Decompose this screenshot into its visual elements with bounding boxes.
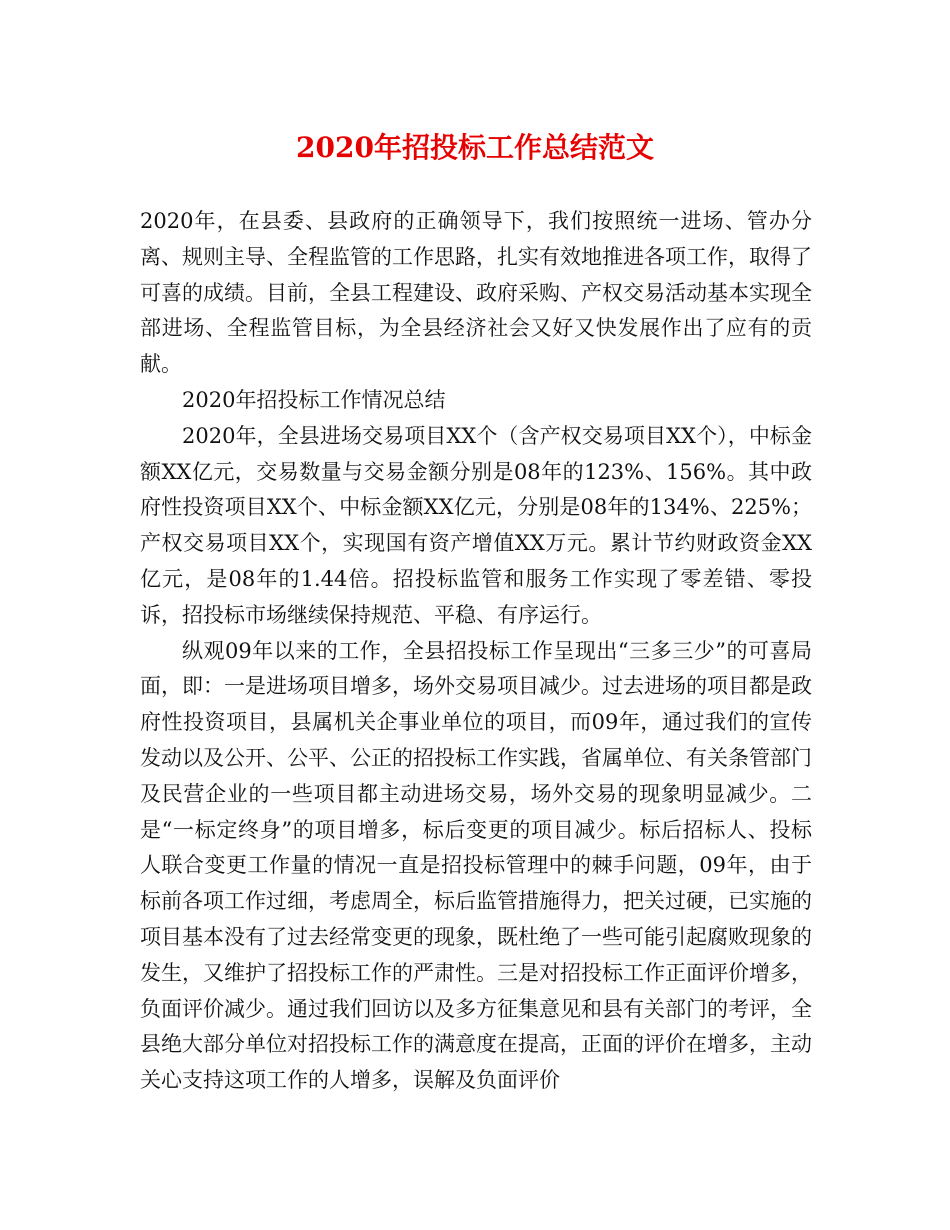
document-title: 2020年招投标工作总结范文: [296, 131, 654, 164]
intro-paragraph: 2020年，在县委、县政府的正确领导下，我们按照统一进场、管办分离、规则主导、全程监管的工作思路，扎实有效地推进各项工作，取得了可喜的成绩。目前，全县工程建设、政府采购、产权交易活动基本实现全部进场、全程监管目标，为全县经济社会又好又快发展作出了应有的贡献。: [140, 209, 812, 377]
section-heading: 2020年招投标工作情况总结: [182, 387, 446, 412]
document-body: [140, 204, 812, 1099]
summary-paragraph: 2020年，全县进场交易项目XX个（含产权交易项目XX个），中标金额XX亿元，交易数量与交易金额分别是08年的123%、156%。其中政府性投资项目XX个、中标金额XX亿元，分别是08年的134%、225%；产权交易项目XX个，实现国有资产增值XX万元。累计节约财政资金XX亿元，是08年的1.44倍。招投标监管和服务工作实现了零差错、零投诉，招投标市场继续保持规范、平稳、有序运行。: [140, 423, 812, 627]
overview-paragraph: 纵观09年以来的工作，全县招投标工作呈现出“三多三少”的可喜局面，即：一是进场项目增多，场外交易项目减少。过去进场的项目都是政府性投资项目，县属机关企事业单位的项目，而09年，通过我们的宣传发动以及公开、公平、公正的招投标工作实践，省属单位、有关条管部门及民营企业的一些项目都主动进场交易，场外交易的现象明显减少。二是“一标定终身”的项目增多，标后变更的项目减少。标后招标人、投标人联合变更工作量的情况一直是招投标管理中的棘手问题，09年，由于标前各项工作过细，考虑周全，标后监管措施得力，把关过硬，已实施的项目基本没有了过去经常变更的现象，既杜绝了一些可能引起腐败现象的发生，又维护了招投标工作的严肃性。三是对招投标工作正面评价增多，负面评价减少。通过我们回访以及多方征集意见和县有关部门的考评，全县绝大部分单位对招投标工作的满意度在提高，正面的评价在增多，主动关心支持这项工作的人增多，误解及负面评价: [140, 638, 812, 1093]
